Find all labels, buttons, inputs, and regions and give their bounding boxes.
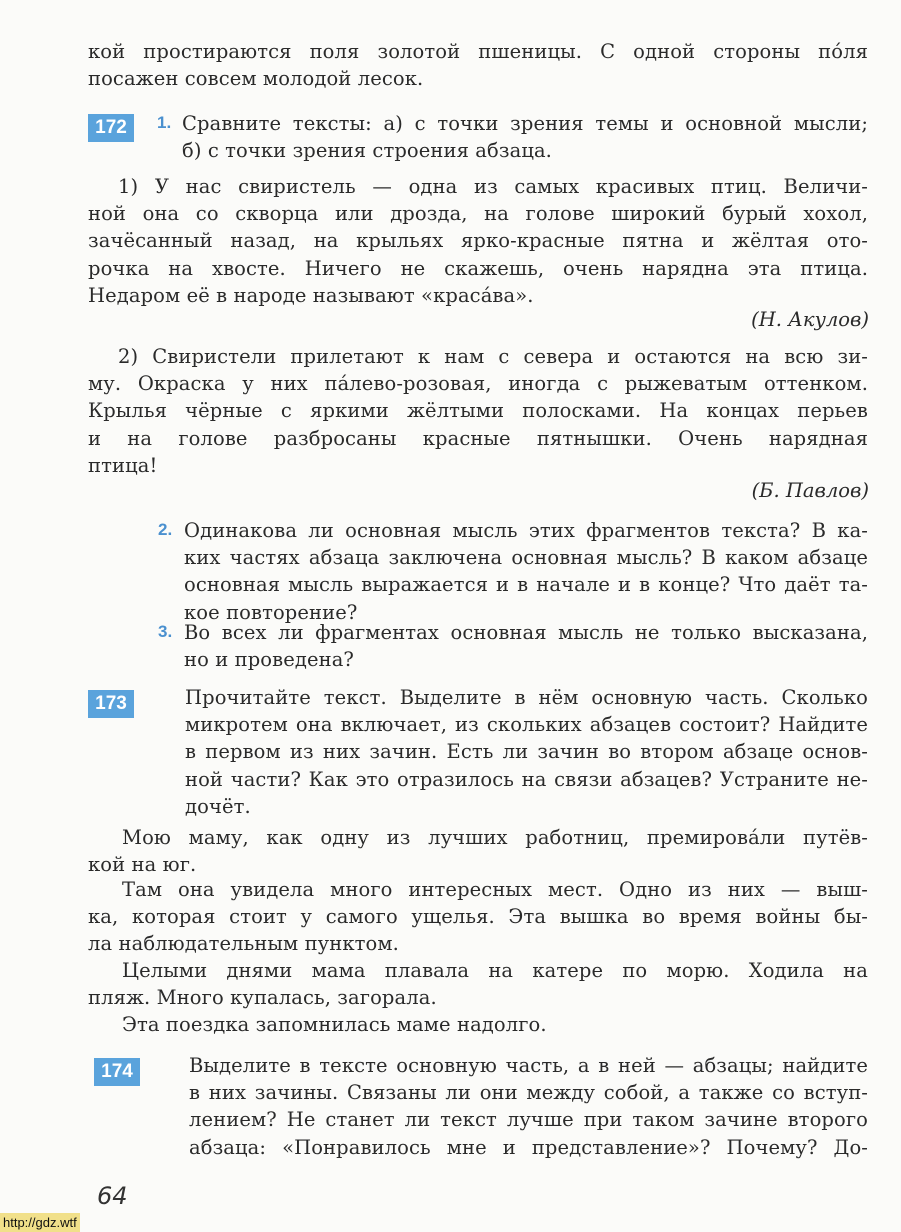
exercise-174-badge: 174: [94, 1058, 140, 1086]
text-line: и на голове разбросаны красные пятнышки. Очень нарядная: [88, 426, 868, 450]
text-line: Одинакова ли основная мысль этих фрагментов текста? В ка-: [184, 519, 868, 542]
text-line: Эта поездка запомнилась маме надолго.: [122, 1013, 547, 1036]
exercise-173-task: [185, 684, 868, 820]
task-3-number: 3.: [158, 622, 173, 641]
exercise-173-badge: 173: [88, 690, 134, 718]
text-line: ка, которая стоит у самого ущелья. Эта вышка во время войны бы-: [88, 905, 868, 929]
text-line: 2) Свиристели прилетают к нам с севера и остаются на всю зи-: [118, 345, 868, 368]
task-1-number: 1.: [157, 113, 172, 132]
text-line: му. Окраска у них па́лево-розовая, иногда с рыжеватым оттенком.: [88, 372, 868, 396]
text-line: б) с точки зрения строения абзаца.: [182, 139, 552, 163]
text-line: рочка на хвосте. Ничего не скажешь, очень нарядна эта птица.: [88, 256, 868, 280]
text-line: Там она увидела много интересных мест. Одно из них — выш-: [122, 878, 868, 901]
text-line: пляж. Много купалась, загорала.: [88, 986, 437, 1010]
story-paragraph: [88, 957, 868, 1011]
text-line: Крылья чёрные с яркими жёлтыми полосками. На концах перьев: [88, 399, 868, 423]
text-line: дочёт.: [185, 794, 251, 818]
watermark-link[interactable]: http://gdz.wtf: [0, 1213, 80, 1232]
text-line: Целыми днями мама плавала на катере по морю. Ходила на: [122, 959, 868, 982]
text-line: ких частях абзаца заключена основная мысль? В каком абзаце: [184, 546, 868, 570]
intro-paragraph: [88, 38, 868, 92]
text-line: кой на юг.: [88, 853, 197, 877]
text-line: Сравните тексты: а) с точки зрения темы и основной мысли;: [182, 112, 868, 135]
text-line: ла наблюдательным пунктом.: [88, 932, 399, 956]
story-paragraph: [88, 824, 868, 878]
text-line: птица!: [88, 453, 158, 477]
text-line: ной она со скворца или дрозда, на голове широкий бурый хохол,: [88, 202, 868, 226]
text-line: в них зачины. Связаны ли они между собой, а также со вступ-: [189, 1081, 868, 1105]
text-line: микротем она включает, из скольких абзацев состоит? Найдите: [185, 713, 868, 737]
task-2-text: [184, 517, 868, 626]
task-1-text: [182, 110, 868, 164]
exercise-172-badge: 172: [88, 114, 134, 142]
text-line: Недаром её в народе называют «краса́ва».: [88, 283, 534, 307]
exercise-174-task: [189, 1052, 868, 1161]
text-line: посажен совсем молодой лесок.: [88, 67, 424, 91]
task-2-number: 2.: [158, 520, 173, 539]
page-number: 64: [97, 1182, 128, 1210]
text-line: 1) У нас свиристель — одна из самых красивых птиц. Величи-: [118, 175, 868, 198]
story-paragraph: [88, 1011, 868, 1038]
text-line: кой простираются поля золотой пшеницы. С одной стороны по́ля: [88, 40, 868, 63]
text-line: зачёсанный назад, на крыльях ярко-красные пятна и жёлтая ото-: [88, 229, 868, 253]
author-pavlov: (Б. Павлов): [751, 479, 869, 502]
task-3-text: [184, 619, 868, 673]
text-line: в первом из них зачин. Есть ли зачин во втором абзаце основ-: [185, 740, 868, 764]
text-line: но и проведена?: [184, 648, 354, 672]
text-line: ной части? Как это отразилось на связи абзацев? Устраните не-: [185, 767, 868, 791]
text-line: лением? Не станет ли текст лучше при таком зачине второго: [189, 1108, 868, 1132]
text-line: Во всех ли фрагментах основная мысль не только высказана,: [184, 621, 868, 644]
text-fragment-1: [88, 173, 868, 309]
text-line: Мою маму, как одну из лучших работниц, премирова́ли путёв-: [122, 826, 868, 849]
story-paragraph: [88, 876, 868, 958]
text-fragment-2: [88, 343, 868, 479]
author-akulov: (Н. Акулов): [751, 308, 869, 331]
text-line: Прочитайте текст. Выделите в нём основную часть. Сколько: [185, 686, 868, 709]
text-line: Выделите в тексте основную часть, а в ней — абзацы; найдите: [189, 1054, 868, 1077]
text-line: абзаца: «Понравилось мне и представление»? Почему? До-: [189, 1135, 868, 1159]
text-line: основная мысль выражается и в начале и в конце? Что даёт та-: [184, 573, 868, 597]
text-line: кое повторение?: [184, 600, 358, 624]
